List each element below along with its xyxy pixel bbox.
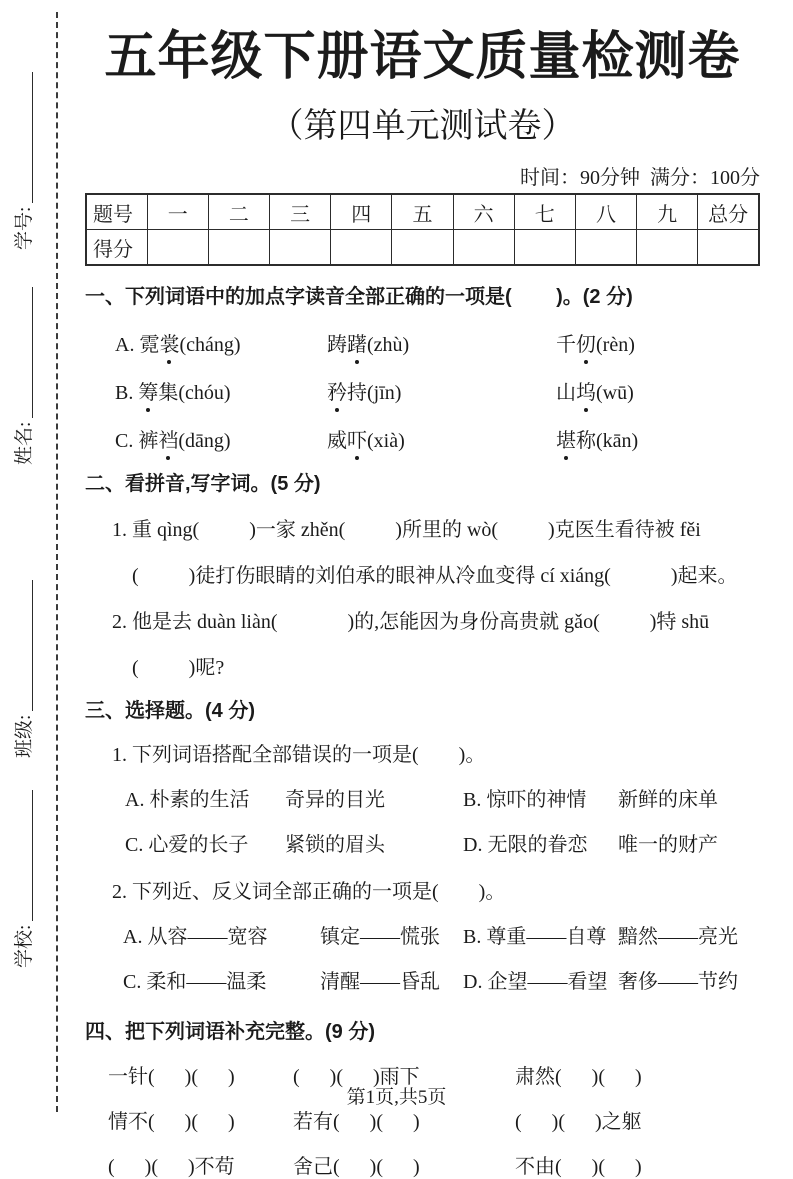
section2-line: ( )徒打伤眼睛的刘伯承的眼神从冷血变得 cí xiáng( )起来。 xyxy=(132,565,738,588)
score-table-header-cell: 一 xyxy=(147,194,208,230)
q2-option-c: C. 柔和——温柔 xyxy=(123,971,267,994)
section2-heading: 二、看拼音,写字词。(5 分) xyxy=(85,473,321,496)
exam-title: 五年级下册语文质量检测卷 xyxy=(104,29,741,86)
idiom-blank: 一针( )( ) xyxy=(108,1066,235,1089)
score-cell-empty xyxy=(208,230,269,266)
exam-subtitle: （第四单元测试卷） xyxy=(269,107,576,145)
score-table-header-cell: 九 xyxy=(637,194,698,230)
q2-option-d: D. 企望——看望 xyxy=(463,971,608,994)
word-part: (dāng) xyxy=(178,430,231,453)
dotted-char: 矜 xyxy=(327,376,347,405)
score-cell-empty xyxy=(392,230,453,266)
section3-q2-row-ab xyxy=(123,920,760,949)
class-label: 班级: xyxy=(14,714,35,758)
q2-option-c2: 清醒——昏乱 xyxy=(320,971,440,994)
seal-field-school xyxy=(10,790,36,968)
word-part: 山 xyxy=(556,382,576,405)
dotted-char: 裆 xyxy=(158,424,178,453)
score-cell-empty xyxy=(270,230,331,266)
q2-option-a: A. 从容——宽容 xyxy=(123,926,268,949)
q1-option-b: B. 惊吓的神情 xyxy=(463,789,587,812)
dotted-char: 裳 xyxy=(159,328,179,357)
section4-row2 xyxy=(108,1105,760,1134)
name-label: 姓名: xyxy=(14,421,35,465)
score-row-label: 得分 xyxy=(86,230,147,266)
seal-field-student-id xyxy=(10,72,36,250)
idiom-blank: 肃然( )( ) xyxy=(515,1066,642,1089)
section3-q1-row-cd xyxy=(125,828,760,857)
section1-option-row-a xyxy=(115,328,760,357)
dotted-char: 吓 xyxy=(347,424,367,453)
section3-question1: 1. 下列词语搭配全部错误的一项是( )。 xyxy=(112,744,486,767)
section1-option-row-c xyxy=(115,424,760,453)
score-table-header-cell: 四 xyxy=(331,194,392,230)
idiom-blank: ( )( )之躯 xyxy=(515,1111,642,1134)
dotted-char: 堪 xyxy=(556,424,576,453)
q1-option-c2: 紧锁的眉头 xyxy=(285,834,385,857)
dotted-char: 躇 xyxy=(347,328,367,357)
dotted-char: 坞 xyxy=(576,376,596,405)
word-part: 威 xyxy=(327,430,347,453)
option-b-word3 xyxy=(556,376,760,405)
option-label: B. xyxy=(115,382,134,405)
exam-page xyxy=(85,0,760,1179)
seal-field-class xyxy=(10,580,36,758)
student-id-label: 学号: xyxy=(14,206,35,250)
word-part: 裤 xyxy=(138,430,159,453)
score-table-score-row xyxy=(86,230,759,266)
option-b-word2 xyxy=(327,376,556,405)
idiom-blank: 若有( )( ) xyxy=(293,1111,420,1134)
score-cell-empty xyxy=(575,230,636,266)
score-table-header-row xyxy=(86,194,759,230)
section3-question2: 2. 下列近、反义词全部正确的一项是( )。 xyxy=(112,881,506,904)
word-part: 踌 xyxy=(327,334,347,357)
word-part: (rèn) xyxy=(596,334,635,357)
score-table-header-cell: 题号 xyxy=(86,194,147,230)
score-table-header-cell: 八 xyxy=(575,194,636,230)
seal-dashed-line xyxy=(56,12,58,1112)
idiom-blank: 不由( )( ) xyxy=(515,1156,642,1179)
section2-line: 2. 他是去 duàn liàn( )的,怎能因为身份高贵就 gǎo( )特 shū xyxy=(112,611,710,634)
option-c xyxy=(115,424,327,453)
score-table-header-cell: 总分 xyxy=(698,194,759,230)
section2-line: ( )呢? xyxy=(132,657,225,680)
section2-line: 1. 重 qìng( )一家 zhěn( )所里的 wò( )克医生看待被 fěi xyxy=(112,519,701,542)
section4-heading: 四、把下列词语补充完整。(9 分) xyxy=(85,1021,375,1044)
school-blank-line xyxy=(30,790,33,921)
q1-option-c: C. 心爱的长子 xyxy=(125,834,249,857)
section3-q1-row-ab xyxy=(125,783,760,812)
q1-option-d: D. 无限的眷恋 xyxy=(463,834,588,857)
q2-option-d2: 奢侈——节约 xyxy=(618,971,738,994)
school-label: 学校: xyxy=(14,924,35,968)
idiom-blank: 舍己( )( ) xyxy=(293,1156,420,1179)
section1-option-row-b xyxy=(115,376,760,405)
score-table xyxy=(85,193,760,266)
word-part: 称(kān) xyxy=(576,430,639,453)
idiom-blank: 情不( )( ) xyxy=(108,1111,235,1134)
score-cell-empty xyxy=(637,230,698,266)
option-c-word2 xyxy=(327,424,556,453)
score-cell-empty xyxy=(147,230,208,266)
option-a xyxy=(115,328,327,357)
option-label: A. xyxy=(115,334,135,357)
q1-option-d2: 唯一的财产 xyxy=(618,834,718,857)
score-table-header-cell: 五 xyxy=(392,194,453,230)
word-part: (wū) xyxy=(596,382,634,405)
score-table-header-cell: 三 xyxy=(270,194,331,230)
option-label: C. xyxy=(115,430,134,453)
score-cell-empty xyxy=(698,230,759,266)
student-id-blank-line xyxy=(30,72,33,203)
idiom-blank: ( )( )雨下 xyxy=(293,1066,420,1089)
option-a-word2 xyxy=(327,328,556,357)
section1-heading: 一、下列词语中的加点字读音全部正确的一项是( )。(2 分) xyxy=(85,286,633,309)
dotted-char: 仞 xyxy=(576,328,596,357)
section3-heading: 三、选择题。(4 分) xyxy=(85,700,255,723)
score-cell-empty xyxy=(453,230,514,266)
page-number: 第1页,共5页 xyxy=(346,1087,447,1108)
word-part: 集(chóu) xyxy=(158,382,231,405)
word-part: (cháng) xyxy=(179,334,241,357)
section4-row3 xyxy=(108,1150,760,1179)
word-part: (zhù) xyxy=(367,334,410,357)
score-cell-empty xyxy=(514,230,575,266)
score-cell-empty xyxy=(331,230,392,266)
word-part: 千 xyxy=(556,334,576,357)
q2-option-b2: 黯然——亮光 xyxy=(618,926,738,949)
q2-option-a2: 镇定——慌张 xyxy=(320,926,440,949)
option-b xyxy=(115,376,327,405)
score-table-header-cell: 七 xyxy=(514,194,575,230)
section3-q2-row-cd xyxy=(123,965,760,994)
dotted-char: 筹 xyxy=(138,376,158,405)
seal-field-name xyxy=(10,287,36,465)
name-blank-line xyxy=(30,287,33,418)
idiom-blank: ( )( )不苟 xyxy=(108,1156,235,1179)
score-table-header-cell: 六 xyxy=(453,194,514,230)
word-part: (xià) xyxy=(367,430,405,453)
score-table-header-cell: 二 xyxy=(208,194,269,230)
class-blank-line xyxy=(30,580,33,711)
word-part: 持(jīn) xyxy=(347,382,402,405)
word-part: 霓 xyxy=(139,334,160,357)
q2-option-b: B. 尊重——自尊 xyxy=(463,926,607,949)
option-c-word3 xyxy=(556,424,760,453)
time-score-meta: 时间：90分钟 满分：100分 xyxy=(520,167,760,190)
option-a-word3 xyxy=(556,328,760,357)
q1-option-b2: 新鲜的床单 xyxy=(618,789,718,812)
q1-option-a: A. 朴素的生活 xyxy=(125,789,250,812)
q1-option-a2: 奇异的目光 xyxy=(285,789,385,812)
